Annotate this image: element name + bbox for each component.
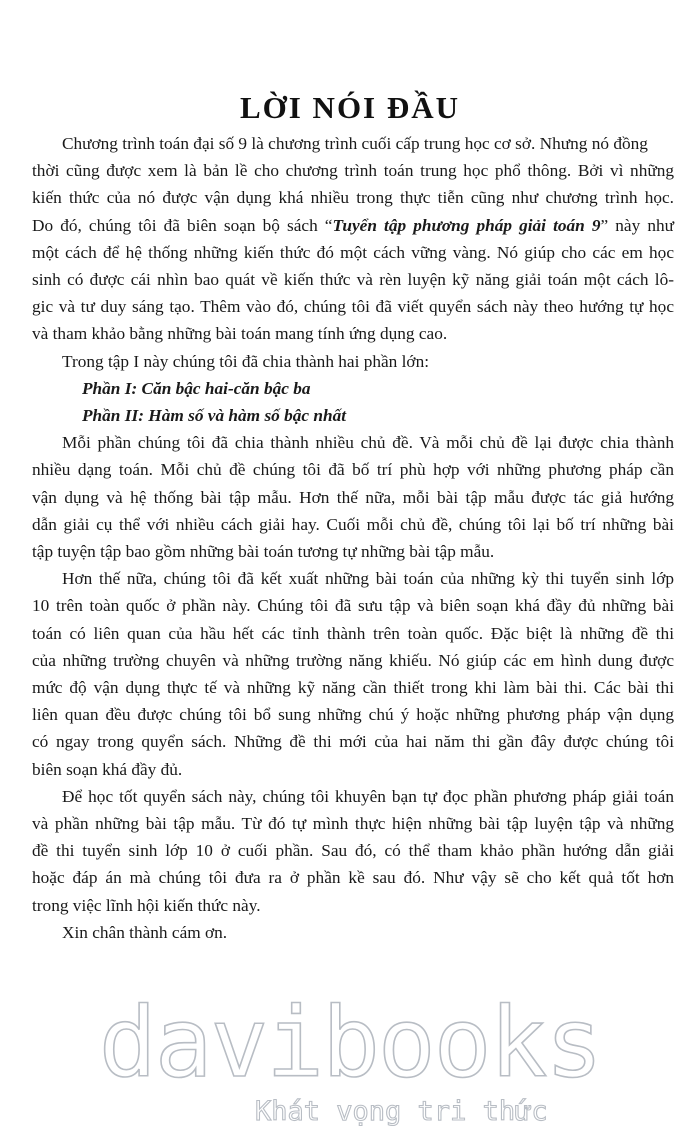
document-body	[32, 130, 674, 946]
intro-line-6: sinh có được cái nhìn bao quát về kiến thức và rèn luyện kỹ năng giải toán một cách lô-	[32, 270, 674, 290]
exam-line-6: liên quan đều được chúng tôi bổ sung những chú ý hoặc những phương pháp vận dụng	[32, 705, 674, 725]
exam-line-7: có ngay trong quyển sách. Những đề thi mới của hai năm thi gần đây được chúng tôi	[32, 732, 674, 752]
exam-line-5: mức độ vận dụng thực tế và những kỹ năng cần thiết trong khi làm bài thi. Các bài thi	[32, 678, 674, 698]
study-line-3: đề thi tuyển sinh lớp 10 ở cuối phần. Sau đó, có thể tham khảo phần hướng dẫn giải	[32, 841, 674, 861]
exam-line-8: biên soạn khá đầy đủ.	[32, 759, 183, 779]
parts-line-3: vận dụng và hệ thống bài tập mẫu. Hơn thế nữa, mỗi bài tập mẫu được tác giả hướng	[32, 487, 674, 507]
page-title: LỜI NÓI ĐẦU	[239, 90, 461, 125]
parts-line-5: tập tuyện tập bao gồm những bài toán tương tự những bài tập mẫu.	[32, 542, 495, 562]
study-line-4: hoặc đáp án mà chúng tôi đưa ra ở phần kề sau đó. Như vậy sẽ cho kết quả tốt hơn	[32, 868, 674, 888]
intro-paragraph	[32, 130, 674, 348]
intro-line-3: kiến thức của nó được vận dụng khá nhiều trong thực tiễn cũng như chương trình học.	[32, 188, 674, 208]
study-paragraph	[32, 783, 674, 919]
intro-line-4: Do đó, chúng tôi đã biên soạn bộ sách “Tuyển tập phương pháp giải toán 9” này như	[32, 215, 674, 235]
intro-line-7: gic và tư duy sáng tạo. Thêm vào đó, chúng tôi đã viết quyển sách này theo hướng tự học	[32, 297, 674, 317]
intro-line-2: thời cũng được xem là bản lề cho chương trình toán trung học phổ thông. Bởi vì những	[32, 161, 674, 181]
exam-line-2: 10 trên toàn quốc ở phần này. Chúng tôi đã sưu tập và biên soạn khá đầy đủ những bài	[32, 596, 674, 616]
parts-intro: Trong tập I này chúng tôi đã chia thành hai phần lớn:	[62, 351, 430, 371]
intro-line-8: và tham khảo bằng những bài toán mang tính ứng dụng cao.	[32, 324, 448, 344]
intro-line-1: Chương trình toán đại số 9 là chương trình cuối cấp trung học cơ sở. Nhưng nó đồng	[62, 134, 648, 153]
exam-line-1: Hơn thế nữa, chúng tôi đã kết xuất những bài toán của những kỳ thi tuyển sinh lớp	[62, 569, 674, 589]
part-2-heading: Phần II: Hàm số và hàm số bậc nhất	[82, 406, 347, 426]
exam-line-4: của những trường chuyên và những trường năng khiếu. Nó giúp các em hình dung được	[32, 650, 674, 670]
parts-line-4: dẫn giải cụ thể với nhiều cách giải hay. Cuối mỗi chủ đề, chúng tôi lại bố trí những bài	[32, 514, 674, 534]
davibooks-watermark: davibooks	[98, 987, 602, 1099]
parts-line-2: nhiều dạng toán. Mỗi chủ đề chúng tôi đã bố trí phù hợp với những phương pháp cần	[32, 460, 674, 480]
intro-line-5: một cách để hệ thống những kiến thức đó một cách vững vàng. Nó giúp cho các em học	[32, 242, 674, 262]
exam-line-3: toán có liên quan của hầu hết các tỉnh thành trên toàn quốc. Đặc biệt là những đề thi	[32, 623, 674, 643]
book-title: Tuyển tập phương pháp giải toán 9	[332, 215, 601, 235]
study-line-5: trong việc lĩnh hội kiến thức này.	[32, 895, 261, 915]
parts-line-1: Mỗi phần chúng tôi đã chia thành nhiều chủ đề. Và mỗi chủ đề lại được chia thành	[62, 433, 674, 453]
exam-paragraph	[32, 565, 674, 783]
study-line-2: và phần những bài tập mẫu. Từ đó tự mình thực hiện những bài tập luyện tập và những	[32, 814, 674, 834]
study-line-1: Để học tốt quyển sách này, chúng tôi khuyên bạn tự đọc phần phương pháp giải toán	[62, 786, 674, 806]
closing-line: Xin chân thành cám ơn.	[62, 922, 228, 942]
watermark-slogan: Khát vọng tri thức	[255, 1096, 548, 1127]
parts-paragraph	[32, 429, 674, 565]
part-1-heading: Phần I: Căn bậc hai-căn bậc ba	[82, 378, 311, 398]
